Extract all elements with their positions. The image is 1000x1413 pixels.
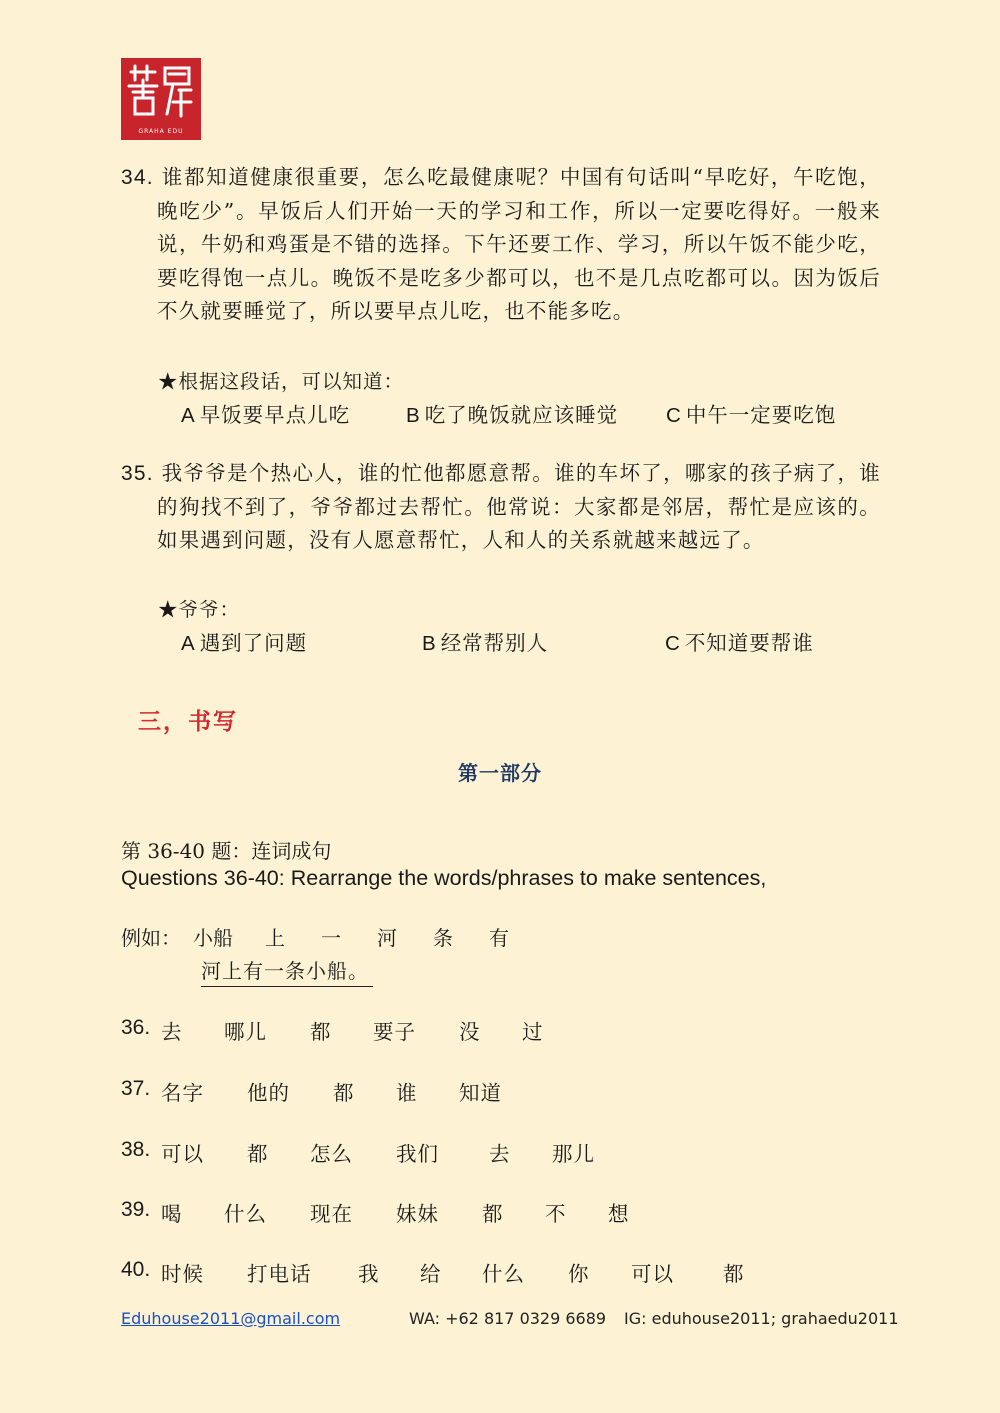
question-35-text (121, 457, 881, 558)
question-35 (121, 457, 881, 558)
example-word: 一 (321, 926, 341, 950)
option-text: 遇到了问题 (199, 631, 308, 655)
example-word: 有 (489, 926, 509, 950)
option-letter: C (665, 632, 681, 655)
graha-edu-logo (121, 58, 201, 140)
word-tile[interactable]: 可以 (631, 1262, 674, 1286)
word-tile[interactable]: 知道 (459, 1081, 502, 1105)
word-tile[interactable]: 他的 (247, 1081, 290, 1105)
word-tile[interactable]: 哪儿 (224, 1020, 267, 1044)
option-letter: B (422, 632, 437, 655)
word-tile[interactable]: 什么 (482, 1262, 525, 1286)
word-tile[interactable]: 可以 (161, 1142, 204, 1166)
email-link[interactable]: Eduhouse2011@gmail.com (121, 1309, 341, 1328)
question-35-prompt: ★爷爷： (158, 598, 241, 621)
footer-whatsapp: WA: +62 817 0329 6689 (409, 1309, 607, 1328)
word-tile[interactable]: 不 (545, 1202, 567, 1226)
word-tile[interactable]: 现在 (310, 1202, 353, 1226)
word-tile[interactable]: 妹妹 (396, 1202, 439, 1226)
example-word: 河 (377, 926, 397, 950)
item-37-number (121, 1076, 150, 1101)
word-tile[interactable]: 都 (482, 1202, 504, 1226)
item-36-number (121, 1015, 150, 1040)
question-34-prompt: ★根据这段话，可以知道： (158, 370, 405, 393)
word-tile[interactable]: 什么 (224, 1202, 267, 1226)
question-34-option-a[interactable] (181, 398, 350, 428)
option-letter: A (181, 404, 196, 427)
word-tile[interactable]: 去 (161, 1020, 183, 1044)
word-tile[interactable]: 喝 (161, 1202, 183, 1226)
logo-caption: GRAHA EDU (138, 128, 184, 135)
question-35-number: 35. (121, 462, 154, 485)
item-number: 39. (121, 1198, 151, 1221)
option-text: 不知道要帮谁 (684, 631, 814, 655)
option-letter: A (181, 632, 196, 655)
item-number: 38. (121, 1138, 151, 1161)
question-34-option-b[interactable] (406, 398, 618, 428)
word-tile[interactable]: 给 (420, 1262, 442, 1286)
word-tile[interactable]: 你 (568, 1262, 590, 1286)
question-34-option-c[interactable] (666, 398, 836, 428)
item-number: 37. (121, 1077, 151, 1100)
word-tile[interactable]: 时候 (161, 1262, 204, 1286)
instructions-cn: 第 36-40 题：连词成句 (121, 839, 332, 863)
part-title: 第一部分 (458, 761, 542, 785)
question-35-option-c[interactable] (665, 626, 814, 656)
option-text: 吃了晚饭就应该睡觉 (424, 403, 619, 427)
example-answer: 河上有一条小船。 (201, 955, 373, 987)
question-34-passage: 谁都知道健康很重要，怎么吃最健康呢？中国有句话叫“早吃好，午吃饱，晚吃少”。早饭后人们开始一天的学习和工作，所以一定要吃得好。一般来说，牛奶和鸡蛋是不错的选择。下午还要工作、学习，所以午饭不能少吃，要吃得饱一点儿。晚饭不是吃多少都可以，也不是几点吃都可以。因为饭后不久就要睡觉了，所以要早点儿吃，也不能多吃。 (157, 165, 881, 323)
word-tile[interactable]: 我 (358, 1262, 380, 1286)
item-number: 40. (121, 1258, 151, 1281)
option-text: 早饭要早点儿吃 (199, 403, 351, 427)
word-tile[interactable]: 都 (723, 1262, 745, 1286)
logo-seal-icon (121, 58, 201, 128)
word-tile[interactable]: 那儿 (552, 1142, 595, 1166)
word-tile[interactable]: 过 (522, 1020, 544, 1044)
word-tile[interactable]: 怎么 (310, 1142, 353, 1166)
example-word: 条 (433, 926, 453, 950)
option-letter: C (666, 404, 682, 427)
question-34 (121, 161, 881, 329)
example-word: 上 (265, 926, 285, 950)
instructions-en: Questions 36-40: Rearrange the words/phrases to make sentences, (121, 866, 767, 890)
item-39-number (121, 1197, 150, 1222)
item-38-number (121, 1137, 150, 1162)
word-tile[interactable]: 去 (489, 1142, 511, 1166)
word-tile[interactable]: 想 (608, 1202, 630, 1226)
footer-instagram: IG: eduhouse2011; grahaedu2011 (624, 1309, 899, 1328)
option-text: 中午一定要吃饱 (685, 403, 837, 427)
example-word: 小船 (193, 926, 233, 950)
item-40-number (121, 1257, 150, 1282)
footer-email[interactable] (121, 1309, 340, 1328)
question-35-passage: 我爷爷是个热心人，谁的忙他都愿意帮。谁的车坏了，哪家的孩子病了，谁的狗找不到了，爷爷都过去帮忙。他常说：大家都是邻居，帮忙是应该的。如果遇到问题，没有人愿意帮忙，人和人的关系就越来越远了。 (157, 461, 881, 552)
word-tile[interactable]: 都 (310, 1020, 332, 1044)
item-number: 36. (121, 1016, 151, 1039)
example-label: 例如： (121, 926, 181, 950)
word-tile[interactable]: 谁 (396, 1081, 418, 1105)
option-text: 经常帮别人 (440, 631, 549, 655)
word-tile[interactable]: 名字 (161, 1081, 204, 1105)
word-tile[interactable]: 打电话 (247, 1262, 312, 1286)
word-tile[interactable]: 我们 (396, 1142, 439, 1166)
question-35-option-a[interactable] (181, 626, 307, 656)
word-tile[interactable]: 没 (459, 1020, 481, 1044)
question-34-number: 34. (121, 166, 154, 189)
question-35-option-b[interactable] (422, 626, 548, 656)
word-tile[interactable]: 都 (247, 1142, 269, 1166)
option-letter: B (406, 404, 421, 427)
word-tile[interactable]: 要子 (373, 1020, 416, 1044)
word-tile[interactable]: 都 (333, 1081, 355, 1105)
section-title: 三，书写 (138, 708, 238, 735)
question-34-text (121, 161, 881, 329)
